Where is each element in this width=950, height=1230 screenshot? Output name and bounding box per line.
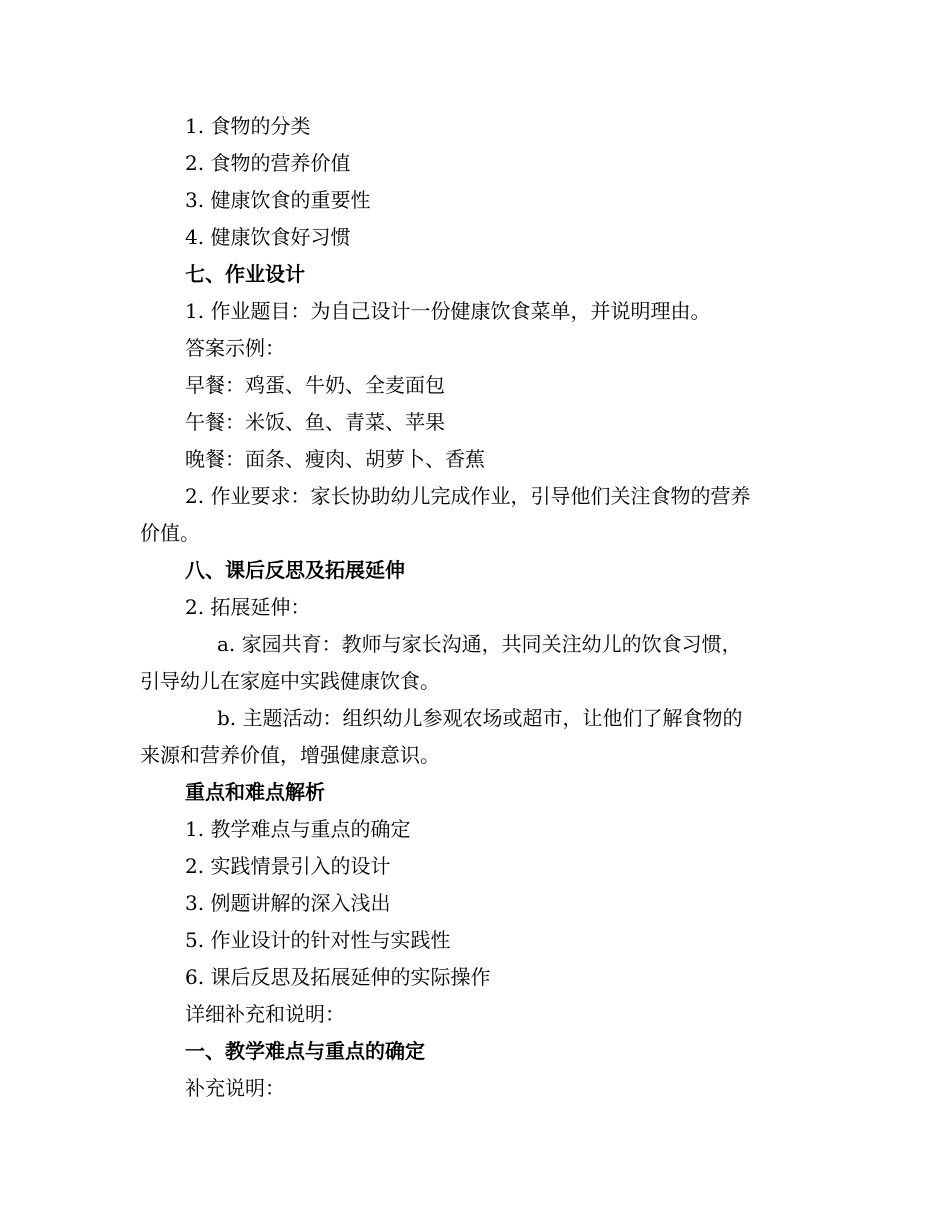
paragraph: b. 主题活动：组织幼儿参观农场或超市，让他们了解食物的 [217, 706, 743, 730]
topic-item: 4. 健康饮食好习惯 [185, 225, 351, 249]
paragraph: a. 家园共育：教师与家长沟通，共同关注幼儿的饮食习惯， [217, 632, 742, 656]
paragraph: 2. 拓展延伸： [185, 595, 311, 619]
analysis-item: 6. 课后反思及拓展延伸的实际操作 [185, 965, 491, 989]
section-heading: 八、课后反思及拓展延伸 [185, 558, 405, 582]
paragraph: 补充说明： [185, 1076, 285, 1100]
section-heading: 一、教学难点与重点的确定 [185, 1039, 425, 1063]
paragraph: 2. 作业要求：家长协助幼儿完成作业，引导他们关注食物的营养 [185, 484, 751, 508]
paragraph: 早餐：鸡蛋、牛奶、全麦面包 [185, 373, 445, 397]
paragraph: 来源和营养价值，增强健康意识。 [140, 743, 440, 767]
section-heading: 七、作业设计 [185, 262, 305, 286]
paragraph: 价值。 [140, 521, 200, 545]
analysis-item: 3. 例题讲解的深入浅出 [185, 891, 391, 915]
analysis-item: 5. 作业设计的针对性与实践性 [185, 928, 451, 952]
paragraph: 引导幼儿在家庭中实践健康饮食。 [140, 669, 440, 693]
section-heading: 重点和难点解析 [185, 780, 325, 804]
paragraph: 详细补充和说明： [185, 1002, 345, 1026]
topic-item: 3. 健康饮食的重要性 [185, 188, 371, 212]
paragraph: 午餐：米饭、鱼、青菜、苹果 [185, 410, 445, 434]
topic-item: 1. 食物的分类 [185, 114, 311, 138]
analysis-item: 2. 实践情景引入的设计 [185, 854, 391, 878]
paragraph: 晚餐：面条、瘦肉、胡萝卜、香蕉 [185, 447, 485, 471]
paragraph: 答案示例： [185, 336, 285, 360]
analysis-item: 1. 教学难点与重点的确定 [185, 817, 411, 841]
topic-item: 2. 食物的营养价值 [185, 151, 351, 175]
paragraph: 1. 作业题目：为自己设计一份健康饮食菜单，并说明理由。 [185, 299, 711, 323]
